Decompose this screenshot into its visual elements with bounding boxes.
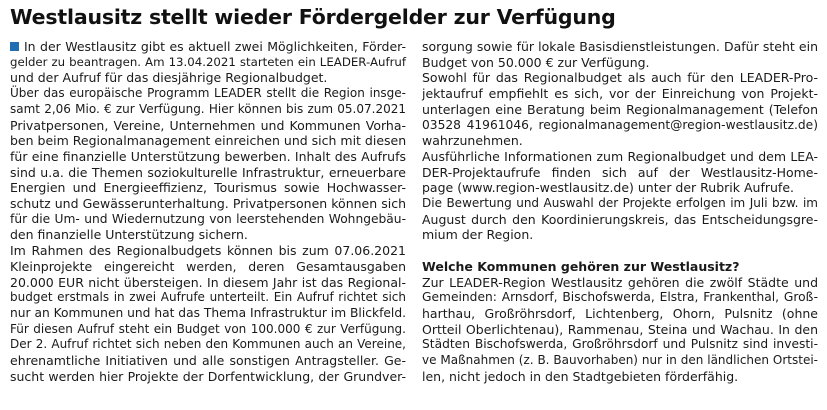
article-column-left [10,39,406,384]
text-line: sorgung sowie für lokale Basisdienstleistungen. Dafür steht ein [422,39,818,54]
text-line: Ortteil Oberlichtenau), Rammenau, Steina und Wachau. In den [422,321,818,337]
text-line: Im Rahmen des Regionalbudgets können bis zum 07.06.2021 [10,243,406,259]
text-line: ve Maßnahmen (z. B. Bauvorhaben) nur in den ländlichen Ortstei- [422,353,818,368]
text-line: wahrzunehmen. [422,133,523,149]
text-line: harthau, Großröhrsdorf, Lichtenberg, Ohorn, Pulsnitz (ohne [422,305,818,321]
text-line: Die Bewertung und Auswahl der Projekte erfolgen im Juli bzw. im [422,196,818,211]
text-line [10,39,406,55]
paragraph-gap [422,243,818,259]
text-line: page (www.region-westlausitz.de) unter der Rubrik Aufrufe. [422,180,794,196]
text-line: August durch den Koordinierungskreis, das Entscheidungsgre- [422,211,818,227]
text-line: mium der Region. [422,227,534,243]
section-subheading: Welche Kommunen gehören zur Westlausitz? [422,258,740,274]
text-line: Energien und Energieeffizienz, Tourismus sowie Hochwasser- [10,180,406,196]
text-line: nur an Kommunen und hat das Thema Infrastruktur im Blickfeld. [10,305,406,320]
text-line: für die Um- und Wiedernutzung von leerstehenden Wohngebäu- [10,211,406,226]
text-line: ehrenamtliche Initiativen und alle sonstigen Antragsteller. Ge- [10,353,406,369]
text-line: gelder zu beantragen. Am 13.04.2021 starteten ein LEADER-Aufruf [10,54,406,69]
text-line: Kleinprojekte eingereicht werden, deren Gesamtausgaben [10,258,406,274]
text-line: schutz und Gewässerunterhaltung. Privatpersonen können sich [10,196,406,212]
text-line: Gemeinden: Arnsdorf, Bischofswerda, Elstra, Frankenthal, Groß- [422,290,818,305]
text-line: 20.000 EUR nicht übersteigen. In diesem Jahr ist das Regional- [10,274,406,290]
text-line: und der Aufruf für das diesjährige Regionalbudget. [10,70,328,86]
text-line: DER-Projektaufrufe finden sich auf der Westlausitz-Home- [422,164,818,180]
text-line: Ausführliche Informationen zum Regionalbudget und dem LEA- [422,148,818,164]
paragraph-marker-icon [10,42,19,51]
text-line: budget erstmals in zwei Aufrufe unterteilt. Ein Aufruf richtet sich [10,290,406,305]
text-line: Budget von 50.000 € zur Verfügung. [422,54,650,70]
text-line: Der 2. Aufruf richtet sich neben den Kommunen auch an Vereine, [10,337,406,352]
text-line: ben beim Regionalmanagement einreichen und sich mit diesen [10,133,407,149]
text-line: Städten Bischofswerda, Großröhrsdorf und Pulsnitz sind investi- [422,337,818,352]
text-line: sucht werden hier Projekte der Dorfentwicklung, der Grundver- [10,368,406,384]
text-line: Über das europäische Programm LEADER stellt die Region insge- [10,86,406,101]
text-line: 03528 41961046, regionalmanagement@region-westlausitz.de) [422,117,818,132]
text-line-content: In der Westlausitz gibt es aktuell zwei Möglichkeiten, Förder- [24,39,406,54]
text-line: Für diesen Aufruf steht ein Budget von 100.000 € zur Verfügung. [10,321,406,336]
text-line: sind u.a. die Themen soziokulturelle Infrastruktur, erneuerbare [10,164,406,180]
text-line: len, nicht jedoch in den Stadtgebieten förderfähig. [422,368,739,384]
text-line: den finanzielle Unterstützung sichern. [10,227,248,243]
text-line: jektaufruf empfiehlt es sich, vor der Einreichung von Projekt- [422,86,818,102]
text-line: Privatpersonen, Vereine, Unternehmen und Kommunen Vorha- [10,117,406,133]
text-line: Zur LEADER-Region Westlausitz gehören die zwölf Städte und [422,274,818,290]
text-line: Sowohl für das Regionalbudget als auch für den LEADER-Pro- [422,70,818,86]
article-headline: Westlausitz stellt wieder Fördergelder zur Verfügung [10,5,616,29]
article-column-right [422,39,818,384]
text-line: unterlagen eine Beratung beim Regionalmanagement (Telefon [422,101,818,117]
text-line: samt 2,06 Mio. € zur Verfügung. Hier können bis zum 05.07.2021 [10,101,406,116]
text-line: für eine finanzielle Unterstützung bewerben. Inhalt des Aufrufs [10,148,406,164]
